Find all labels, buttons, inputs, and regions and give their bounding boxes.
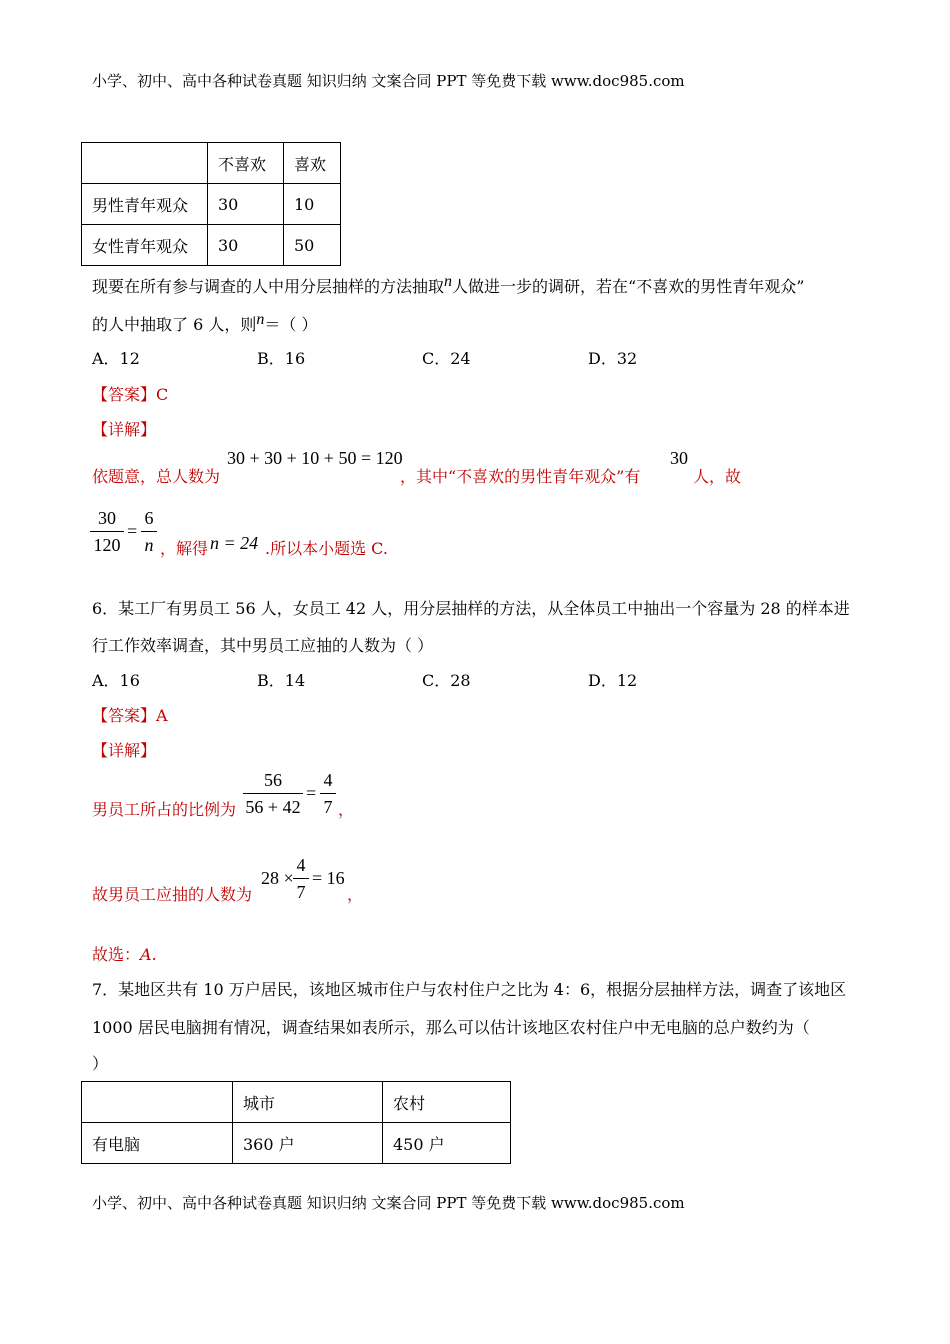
table-cell: 喜欢: [284, 143, 341, 184]
equals-sign: =: [127, 521, 138, 541]
q6-product-prefix: 28 ×: [261, 868, 294, 888]
table-cell: 不喜欢: [208, 143, 284, 184]
fraction-bar: [293, 878, 309, 879]
q6-fraction-multiplier: [293, 854, 309, 903]
conclusion-choice: A.: [140, 945, 157, 964]
q5-option-d: D．32: [588, 349, 638, 368]
answer-value: C: [156, 385, 169, 404]
q5-answer: [92, 382, 168, 405]
table-cell: 50: [284, 225, 341, 266]
q6-fraction-simplified: [320, 769, 336, 818]
fraction-denominator: 7: [323, 797, 333, 817]
q5-solution-line1-c: 人，故: [693, 467, 742, 486]
fraction-numerator: 56: [264, 770, 282, 790]
q5-option-c: C．24: [422, 349, 471, 368]
q5-solution-line1-b: ，其中“不喜欢的男性青年观众”有: [400, 467, 641, 486]
table-cell: 10: [284, 184, 341, 225]
q5-detail-label: 【详解】: [92, 420, 157, 439]
answer-value: A: [156, 706, 168, 725]
fraction-numerator: 4: [323, 770, 333, 790]
q5-stem-text: ＝（ ）: [264, 315, 318, 334]
table-cell: 有电脑: [82, 1123, 233, 1164]
fraction-denominator: n: [144, 535, 154, 555]
fraction-bar: [90, 531, 124, 532]
answer-label: 【答案】: [92, 385, 157, 404]
q6-stem-line2: 行工作效率调查，其中男员工应抽的人数为（ ）: [92, 636, 434, 655]
q7-stem-line3: ）: [92, 1054, 109, 1073]
q5-fraction-sample: [141, 507, 157, 556]
answer-label: 【答案】: [92, 706, 157, 725]
q6-solution-line2: 故男员工应抽的人数为: [92, 885, 253, 904]
page-header: 小学、初中、高中各种试卷真题 知识归纳 文案合同 PPT 等免费下载 www.doc985.com: [92, 72, 685, 90]
q5-option-a: A．12: [92, 349, 140, 368]
q5-stem-line1: [92, 274, 804, 297]
table-cell: 城市: [233, 1082, 383, 1123]
q5-fraction-ratio: [90, 507, 124, 556]
q7-stem-line2: 1000 居民电脑拥有情况，调查结果如表所示，那么可以估计该地区农村住户中无电脑的总户数约为（: [92, 1018, 810, 1037]
page-footer: 小学、初中、高中各种试卷真题 知识归纳 文案合同 PPT 等免费下载 www.doc985.com: [92, 1194, 685, 1212]
q6-solution-line2-end: ，: [347, 885, 364, 904]
q6-solution-line1-end: ，: [338, 800, 355, 819]
equals-sign: =: [306, 783, 317, 803]
math-var: n: [444, 273, 453, 290]
q7-stem-line1: 7．某地区共有 10 万户居民，该地区城市住户与农村住户之比为 4：6，根据分层抽样方法，调查了该地区: [92, 980, 847, 999]
table-cell: 450 户: [383, 1123, 511, 1164]
table-computer-ownership: [81, 1081, 511, 1164]
q6-detail-label: 【详解】: [92, 741, 157, 760]
q5-option-b: B．16: [257, 349, 306, 368]
fraction-bar: [320, 793, 336, 794]
q6-option-a: A．16: [92, 671, 140, 690]
table-cell: 360 户: [233, 1123, 383, 1164]
table-cell: 30: [208, 184, 284, 225]
q6-option-b: B．14: [257, 671, 306, 690]
fraction-denominator: 120: [93, 535, 121, 555]
table-header-row: [82, 143, 341, 184]
q5-stem-text: 的人中抽取了 6 人，则: [92, 315, 257, 334]
fraction-denominator: 7: [296, 882, 306, 902]
q6-answer: [92, 703, 168, 726]
q5-solution-line1-a: 依题意，总人数为: [92, 467, 221, 486]
table-cell: 农村: [383, 1082, 511, 1123]
q6-solution-line1: 男员工所占的比例为: [92, 800, 237, 819]
table-row: [82, 1123, 511, 1164]
math-var: n: [256, 311, 265, 328]
q5-sum-expression: 30 + 30 + 10 + 50 = 120: [227, 448, 403, 468]
fraction-denominator: 56 + 42: [245, 797, 301, 817]
fraction-bar: [243, 793, 303, 794]
conclusion-text: 故选：: [92, 945, 141, 964]
q6-option-c: C．28: [422, 671, 471, 690]
table-row: [82, 225, 341, 266]
q5-stem-line2: [92, 312, 317, 335]
table-row: [82, 184, 341, 225]
q5-result-expression: n = 24: [210, 533, 259, 553]
q5-count-value: 30: [670, 448, 688, 468]
table-header-row: [82, 1082, 511, 1123]
table-cell: [82, 1082, 233, 1123]
q6-conclusion: [92, 942, 157, 965]
table-cell: 女性青年观众: [82, 225, 208, 266]
q5-solution-line2-a: ，解得: [160, 539, 209, 558]
q5-stem-text: 人做进一步的调研，若在“不喜欢的男性青年观众”: [452, 277, 805, 296]
q6-stem-line1: 6．某工厂有男员工 56 人，女员工 42 人，用分层抽样的方法，从全体员工中抽出一个容量为 28 的样本进: [92, 599, 850, 618]
fraction-numerator: 4: [296, 855, 306, 875]
q6-product-result: = 16: [312, 868, 345, 888]
q6-fraction-ratio: [243, 769, 303, 818]
q5-stem-text: 现要在所有参与调查的人中用分层抽样的方法抽取: [92, 277, 445, 296]
table-cell: [82, 143, 208, 184]
table-preference: [81, 142, 341, 266]
fraction-numerator: 6: [144, 508, 154, 528]
q6-option-d: D．12: [588, 671, 638, 690]
q5-solution-line2-b: .所以本小题选 C.: [265, 539, 388, 558]
table-cell: 30: [208, 225, 284, 266]
table-cell: 男性青年观众: [82, 184, 208, 225]
fraction-numerator: 30: [98, 508, 116, 528]
fraction-bar: [141, 531, 157, 532]
